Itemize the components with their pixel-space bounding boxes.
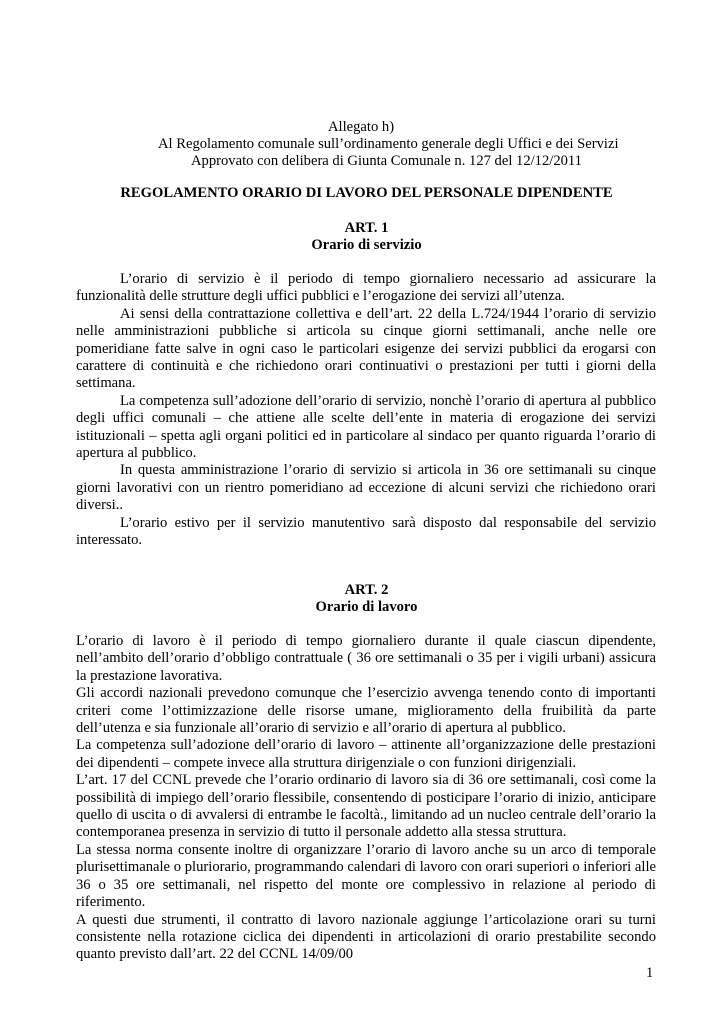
paragraph: A questi due strumenti, il contratto di lavoro nazionale aggiunge l’articolazione orari su turni consistente nella rotazione ciclica dei dipendenti in articolazioni di orario prestabilite secondo quanto previsto dall’art. 22 del CCNL 14/09/00 (76, 911, 656, 963)
header-regulation-line: Al Regolamento comunale sull’ordinamento generale degli Uffici e dei Servizi (158, 136, 619, 152)
paragraph: In questa amministrazione l’orario di servizio si articola in 36 ore settimanali su cinque giorni lavorativi con un rientro pomeridiano ad eccezione di alcuni servizi che richiedono orari diversi.. (76, 462, 656, 514)
paragraph: La competenza sull’adozione dell’orario di lavoro – attinente all’organizzazione delle prestazioni dei dipendenti – compete invece alla struttura dirigenziale o con funzioni dirigenziali. (76, 737, 656, 771)
paragraph: Ai sensi della contrattazione collettiva e dell’art. 22 della L.724/1944 l’orario di servizio nelle amministrazioni pubbliche si articola su cinque giorni settimanali, anche nelle ore pomeridiane fatte salve in ogni caso le particolari esigenze dei servizi pubblici da erogarsi con carattere di continuità e che richiedono orari continuativi o prestazioni per tutti i giorni della settimana. (76, 305, 656, 392)
paragraph: La stessa norma consente inoltre di organizzare l’orario di lavoro anche su un arco di temporale plurisettimanale o pluriorario, programmando calendari di lavoro con orari superiori o inferiori alle 36 o 35 ore settimanali, nel rispetto del monte ore complessivo in relazione al periodo di riferimento. (76, 841, 656, 911)
article-1-subtitle: Orario di servizio (311, 237, 422, 253)
paragraph: L’orario di lavoro è il periodo di tempo giornaliero durante il quale ciascun dipendente, nell’ambito dell’orario d’obbligo contrattuale ( 36 ore settimanali o 35 per i vigili urbani) assicura la prestazione lavorativa. (76, 633, 656, 684)
paragraph: L’orario estivo per il servizio manutentivo sarà disposto dal responsabile del servizio interessato. (76, 514, 656, 549)
paragraph: L’art. 17 del CCNL prevede che l’orario ordinario di lavoro sia di 36 ore settimanali, così come la possibilità di impiego dell’orario flessibile, consentendo di posticipare l’orario di inizio, anticipare quello di uscita o di avvalersi di entrambe le facoltà., limitando ad un nucleo centrale dell’orario la contemporanea presenza in servizio di tutto il personale addetto alla stessa struttura. (76, 772, 656, 841)
paragraph: Gli accordi nazionali prevedono comunque che l’esercizio avvenga tenendo conto di importanti criteri come l’ottimizzazione delle risorse umane, miglioramento della fruibilità da parte dell’utenza e sia funzionale all’orario di servizio e all’orario di apertura al pubblico. (76, 685, 656, 737)
paragraph: L’orario di servizio è il periodo di tempo giornaliero necessario ad assicurare la funzionalità delle strutture degli uffici pubblici e l’erogazione dei servizi all’utenza. (76, 271, 656, 305)
article-1-body (76, 271, 656, 550)
article-2-subtitle: Orario di lavoro (315, 599, 418, 615)
article-2-number: ART. 2 (344, 582, 389, 598)
article-2-body (76, 633, 656, 964)
paragraph: La competenza sull’adozione dell’orario di servizio, nonchè l’orario di apertura al pubblico degli uffici comunali – che attiene alle scelte dell’ente in materia di erogazione dei servizi istituzionali – spetta agli organi politici ed in particolare al sindaco per quanto riguarda l’orario di apertura al pubblico. (76, 392, 656, 462)
header-approval-line: Approvato con delibera di Giunta Comunale n. 127 del 12/12/2011 (191, 153, 582, 169)
header-attachment-label: Allegato h) (328, 119, 395, 135)
page-number: 1 (646, 965, 654, 981)
article-1-number: ART. 1 (344, 220, 389, 236)
document-title: REGOLAMENTO ORARIO DI LAVORO DEL PERSONALE DIPENDENTE (120, 185, 613, 201)
